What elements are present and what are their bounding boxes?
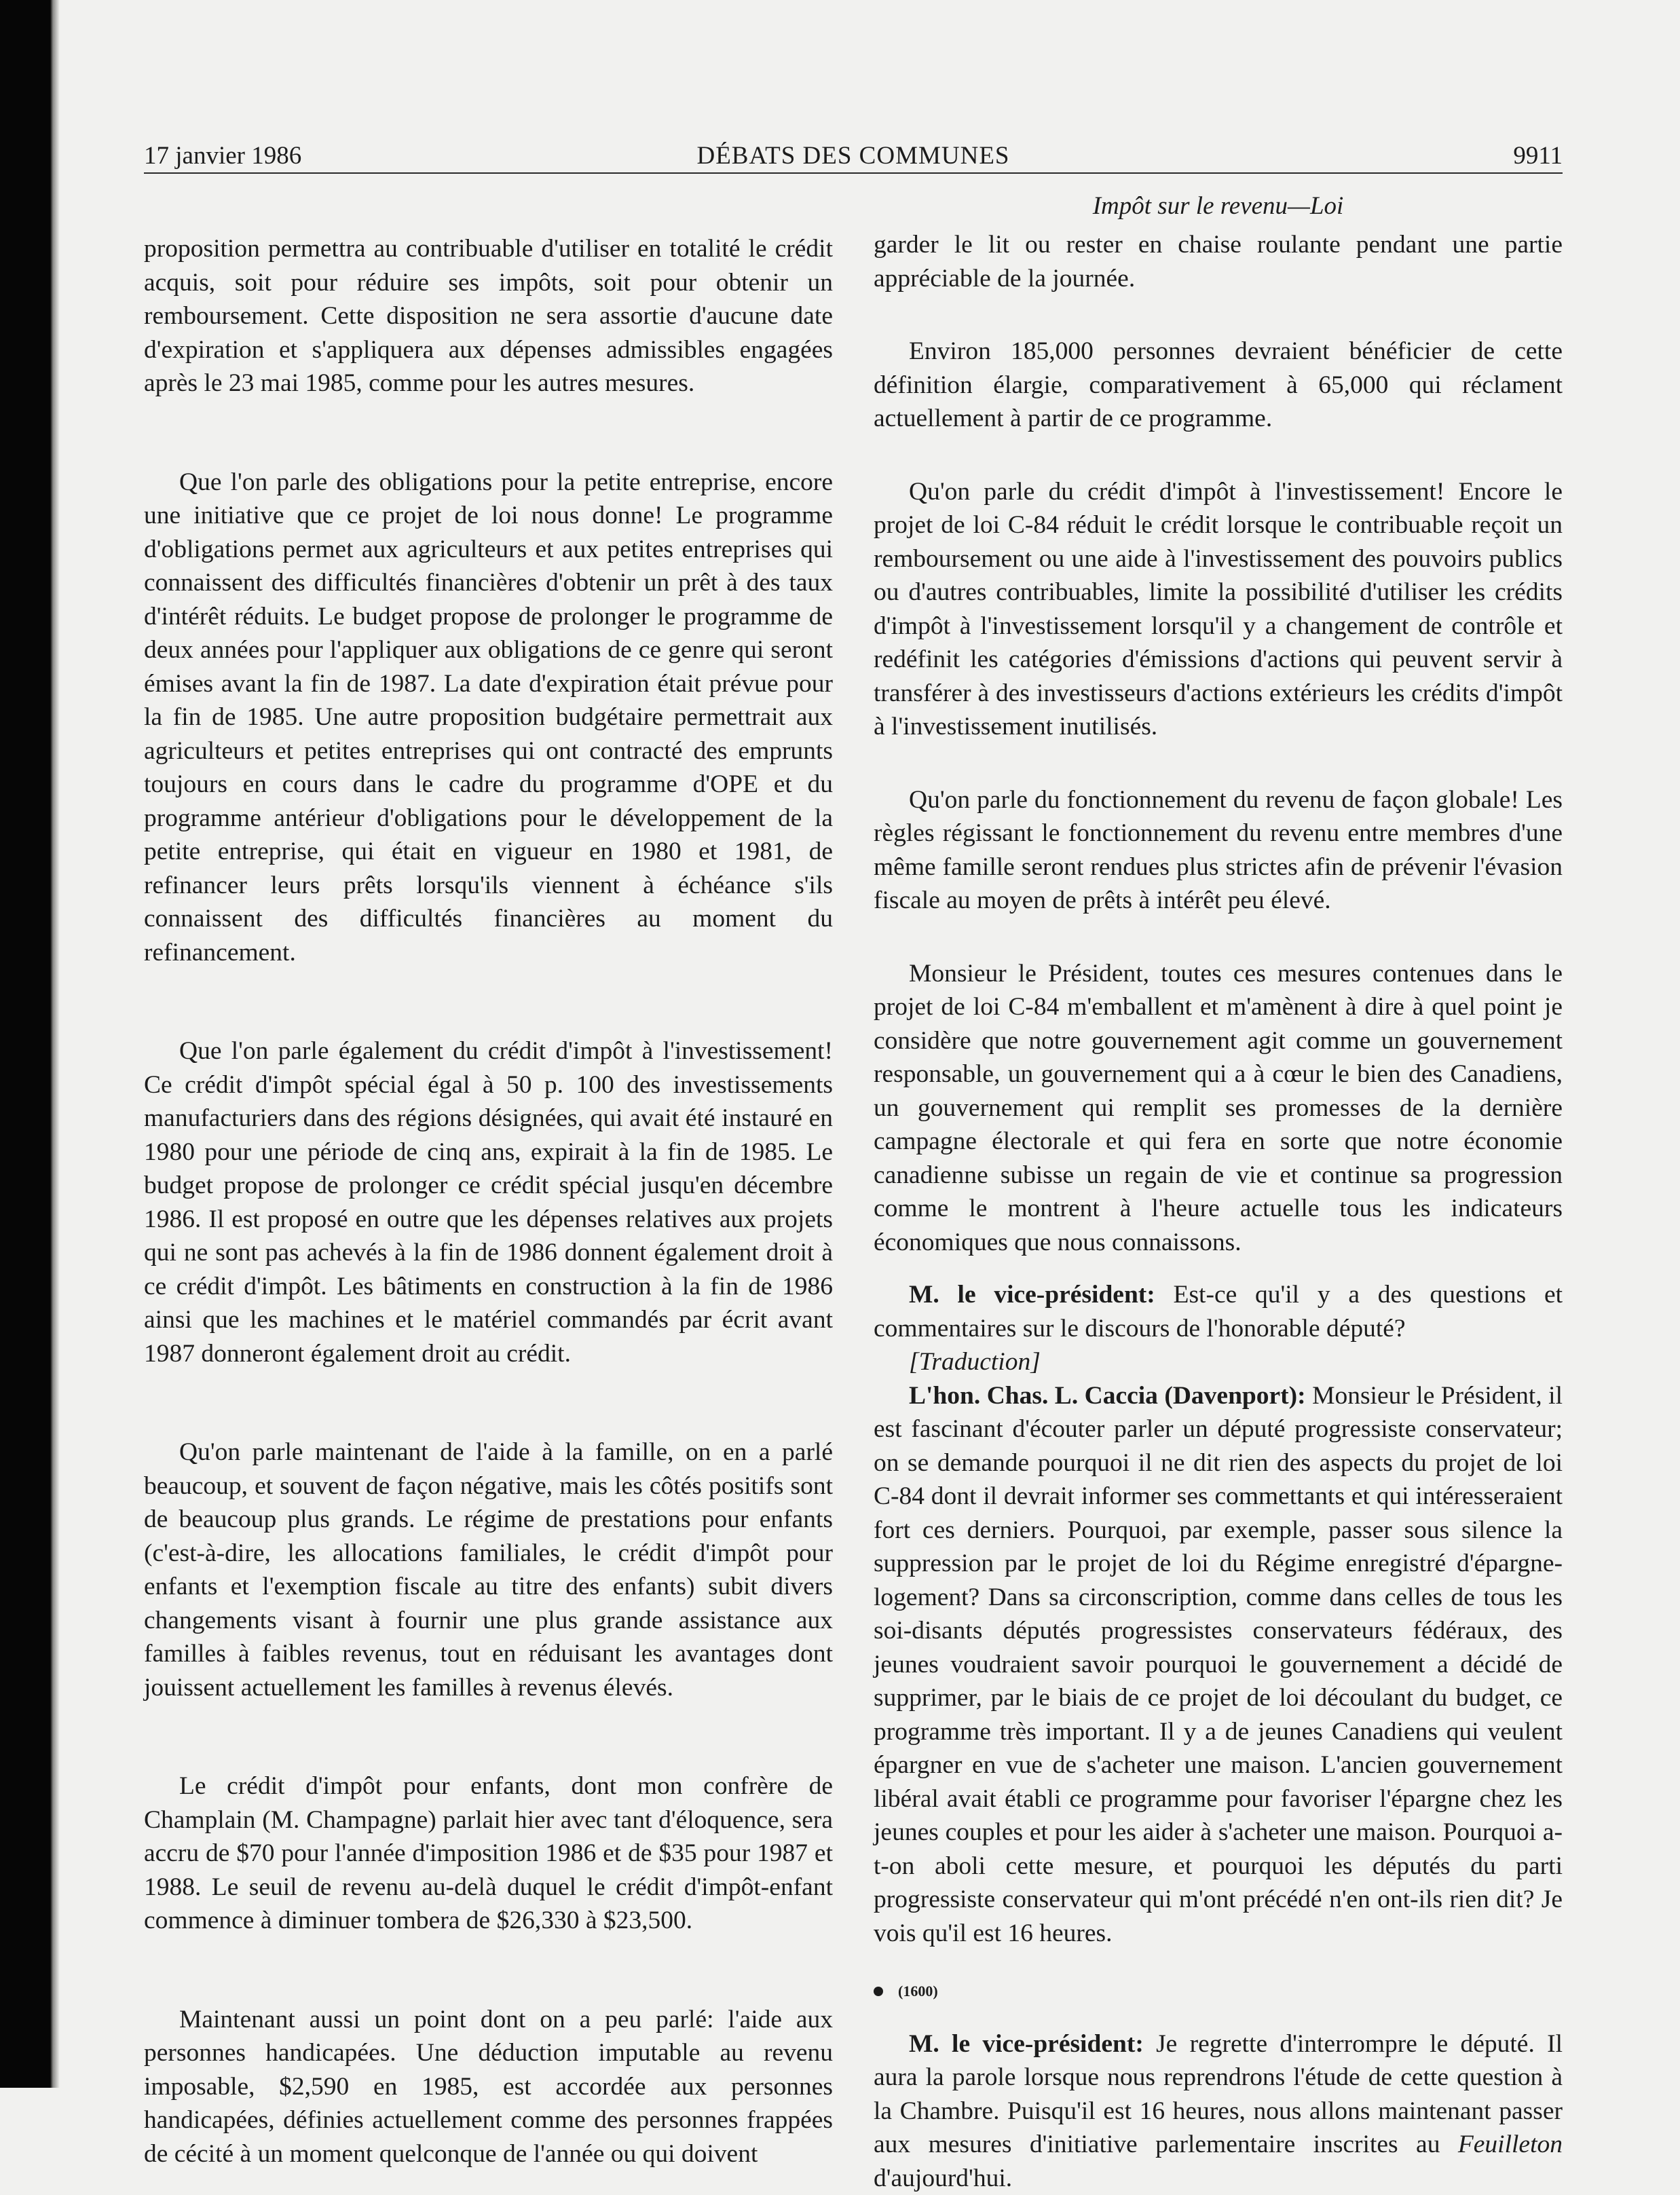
- running-header: [144, 137, 1563, 174]
- paragraph: Qu'on parle du crédit d'impôt à l'investissement! Encore le projet de loi C-84 réduit le crédit lorsque le contribuable reçoit un remboursement ou une aide à l'investissement des pouvoirs publics ou d'autres contribuables, limite la possibilité d'utiliser les crédits d'impôt à l'investissement lorsqu'il y a changement de contrôle et redéfinit les catégories d'émissions d'actions qui peuvent servir à transférer à des investisseurs d'actions extérieurs les crédits d'impôt à l'investissement inutilisés.: [874, 475, 1563, 744]
- feuilleton-word: Feuilleton: [1458, 2131, 1563, 2158]
- header-title: DÉBATS DES COMMUNES: [144, 141, 1563, 170]
- speech-vice-president: [874, 1278, 1563, 1345]
- paragraph: proposition permettra au contribuable d'utiliser en totalité le crédit acquis, soit pour réduire ses impôts, soit pour obtenir un remboursement. Cette disposition ne sera assortie d'aucune date d'expiration et s'appliquera aux dépenses admissibles engagées après le 23 mai 1985, comme pour les autres mesures.: [144, 232, 833, 400]
- speech-caccia: [874, 1379, 1563, 1951]
- paragraph: Le crédit d'impôt pour enfants, dont mon confrère de Champlain (M. Champagne) parlait hier avec tant d'éloquence, sera accru de $70 pour l'année d'imposition 1986 et de $35 pour 1987 et 1988. Le seuil de revenu au-delà duquel le crédit d'impôt-enfant commence à diminuer tombera de $26,330 à $23,500.: [144, 1769, 833, 1938]
- paragraph: Monsieur le Président, toutes ces mesures contenues dans le projet de loi C-84 m'emballent et m'amènent à dire à quel point je considère que notre gouvernement agit comme un gouvernement responsable, un gouvernement qui a à cœur le bien des Canadiens, un gouvernement qui remplit ses promesses de la dernière campagne électorale et qui fera en sorte que notre économie canadienne subisse un regain de vie et continue sa progression comme le montrent à l'heure actuelle tous les indicateurs économiques que nous connaissons.: [874, 957, 1563, 1260]
- bullet-icon: [874, 1987, 883, 1996]
- speaker-name: M. le vice-président:: [909, 1281, 1155, 1309]
- header-page-number: 9911: [1513, 141, 1563, 170]
- right-column: [874, 228, 1563, 2195]
- subject-heading: Impôt sur le revenu—Loi: [874, 191, 1563, 221]
- scan-binding-edge: [0, 0, 60, 2088]
- speaker-name: M. le vice-président:: [909, 2030, 1144, 2058]
- left-column: [144, 232, 833, 2171]
- document-page: [144, 137, 1563, 2078]
- speaker-name: L'hon. Chas. L. Caccia (Davenport):: [909, 1382, 1306, 1410]
- paragraph: Environ 185,000 personnes devraient bénéficier de cette définition élargie, comparativement à 65,000 qui réclament actuellement à partir de ce programme.: [874, 335, 1563, 436]
- paragraph: garder le lit ou rester en chaise roulante pendant une partie appréciable de la journée.: [874, 228, 1563, 295]
- paragraph: Qu'on parle du fonctionnement du revenu de façon globale! Les règles régissant le fonctionnement du revenu entre membres d'une même famille seront rendues plus strictes afin de prévenir l'évasion fiscale au moyen de prêts à intérêt peu élevé.: [874, 783, 1563, 918]
- paragraph: Maintenant aussi un point dont on a peu parlé: l'aide aux personnes handicapées. Une déduction imputable au revenu imposable, $2,590 en 1985, est accordée aux personnes handicapées, définies actuellement comme des personnes frappées de cécité à un moment quelconque de l'année ou qui doivent: [144, 2003, 833, 2171]
- paragraph: Que l'on parle également du crédit d'impôt à l'investissement! Ce crédit d'impôt spécial égal à 50 p. 100 des investissements manufacturiers dans des régions désignées, qui avait été instauré en 1980 pour une période de cinq ans, expirait à la fin de 1985. Le budget propose de prolonger ce crédit spécial jusqu'en décembre 1986. Il est proposé en outre que les dépenses relatives aux projets qui ne sont pas achevés à la fin de 1986 donnent également droit à ce crédit d'impôt. Les bâtiments en construction à la fin de 1986 ainsi que les machines et le matériel commandés par écrit avant 1987 donneront également droit au crédit.: [144, 1034, 833, 1370]
- paragraph: Qu'on parle maintenant de l'aide à la famille, on en a parlé beaucoup, et souvent de façon négative, mais les côtés positifs sont de beaucoup plus grands. Le régime de prestations pour enfants (c'est-à-dire, les allocations familiales, le crédit d'impôt pour enfants et l'exemption fiscale au titre des enfants) subit divers changements visant à fournir une plus grande assistance aux familles à faibles revenus, tout en réduisant les avantages dont jouissent actuellement les familles à revenus élevés.: [144, 1436, 833, 1704]
- timestamp-text: (1600): [898, 1974, 938, 2008]
- speech-vice-president-closing: [874, 2027, 1563, 2195]
- paragraph: Que l'on parle des obligations pour la petite entreprise, encore une initiative que ce projet de loi nous donne! Le programme d'obligations permet aux agriculteurs et aux petites entreprises qui connaissent des difficultés financières d'obtenir un prêt à des taux d'intérêt réduits. Le budget propose de prolonger le programme de deux années pour l'appliquer aux obligations de ce genre qui seront émises avant la fin de 1987. La date d'expiration était prévue pour la fin de 1985. Une autre proposition budgétaire permettrait aux agriculteurs et petites entreprises qui ont contracté des emprunts toujours en cours dans le cadre du programme d'OPE et du programme antérieur d'obligations pour le développement de la petite entreprise, qui était en vigueur en 1980 et 1981, de refinancer leurs prêts lorsqu'ils viennent à échéance s'ils connaissent des difficultés financières au moment du refinancement.: [144, 466, 833, 970]
- speech-text-end: d'aujourd'hui.: [874, 2164, 1012, 2192]
- speech-text: Est-ce qu'il y a des questions et commentaires sur le discours de l'honorable député?: [874, 1281, 1563, 1343]
- speech-text: Je regrette d'interrompre le député. Il aura la parole lorsque nous reprendrons l'étude de cette question à la Chambre. Puisqu'il est 16 heures, nous allons maintenant passer aux mesures d'initiative parlementaire inscrites au: [874, 2030, 1563, 2159]
- speech-text: Monsieur le Président, il est fascinant d'écouter parler un député progressiste conservateur; on se demande pourquoi il ne dit rien des aspects du projet de loi C-84 dont il devrait informer ses commettants et qui intéresseraient fort ces derniers. Pourquoi, par exemple, passer sous silence la suppression par le projet de loi du Régime enregistré d'épargne-logement? Dans sa circonscription, comme dans celles de tous les soi-disants députés progressistes conservateurs fédéraux, des jeunes voudraient savoir pourquoi le gouvernement a décidé de supprimer, par le biais de ce projet de loi découlant du budget, ce programme très important. Il y a de jeunes Canadiens qui veulent épargner en vue de s'acheter une maison. L'ancien gouvernement libéral avait établi ce programme pour favoriser l'épargne chez les jeunes couples et pour les aider à s'acheter une maison. Pourquoi a-t-on aboli cette mesure, et pourquoi les députés du parti progressiste conservateur qui m'ont précédé n'en ont-ils rien dit? Je vois qu'il est 16 heures.: [874, 1382, 1563, 1947]
- translation-tag: [Traduction]: [874, 1345, 1563, 1379]
- header-date: 17 janvier 1986: [144, 141, 301, 170]
- timestamp: [874, 1974, 1563, 2008]
